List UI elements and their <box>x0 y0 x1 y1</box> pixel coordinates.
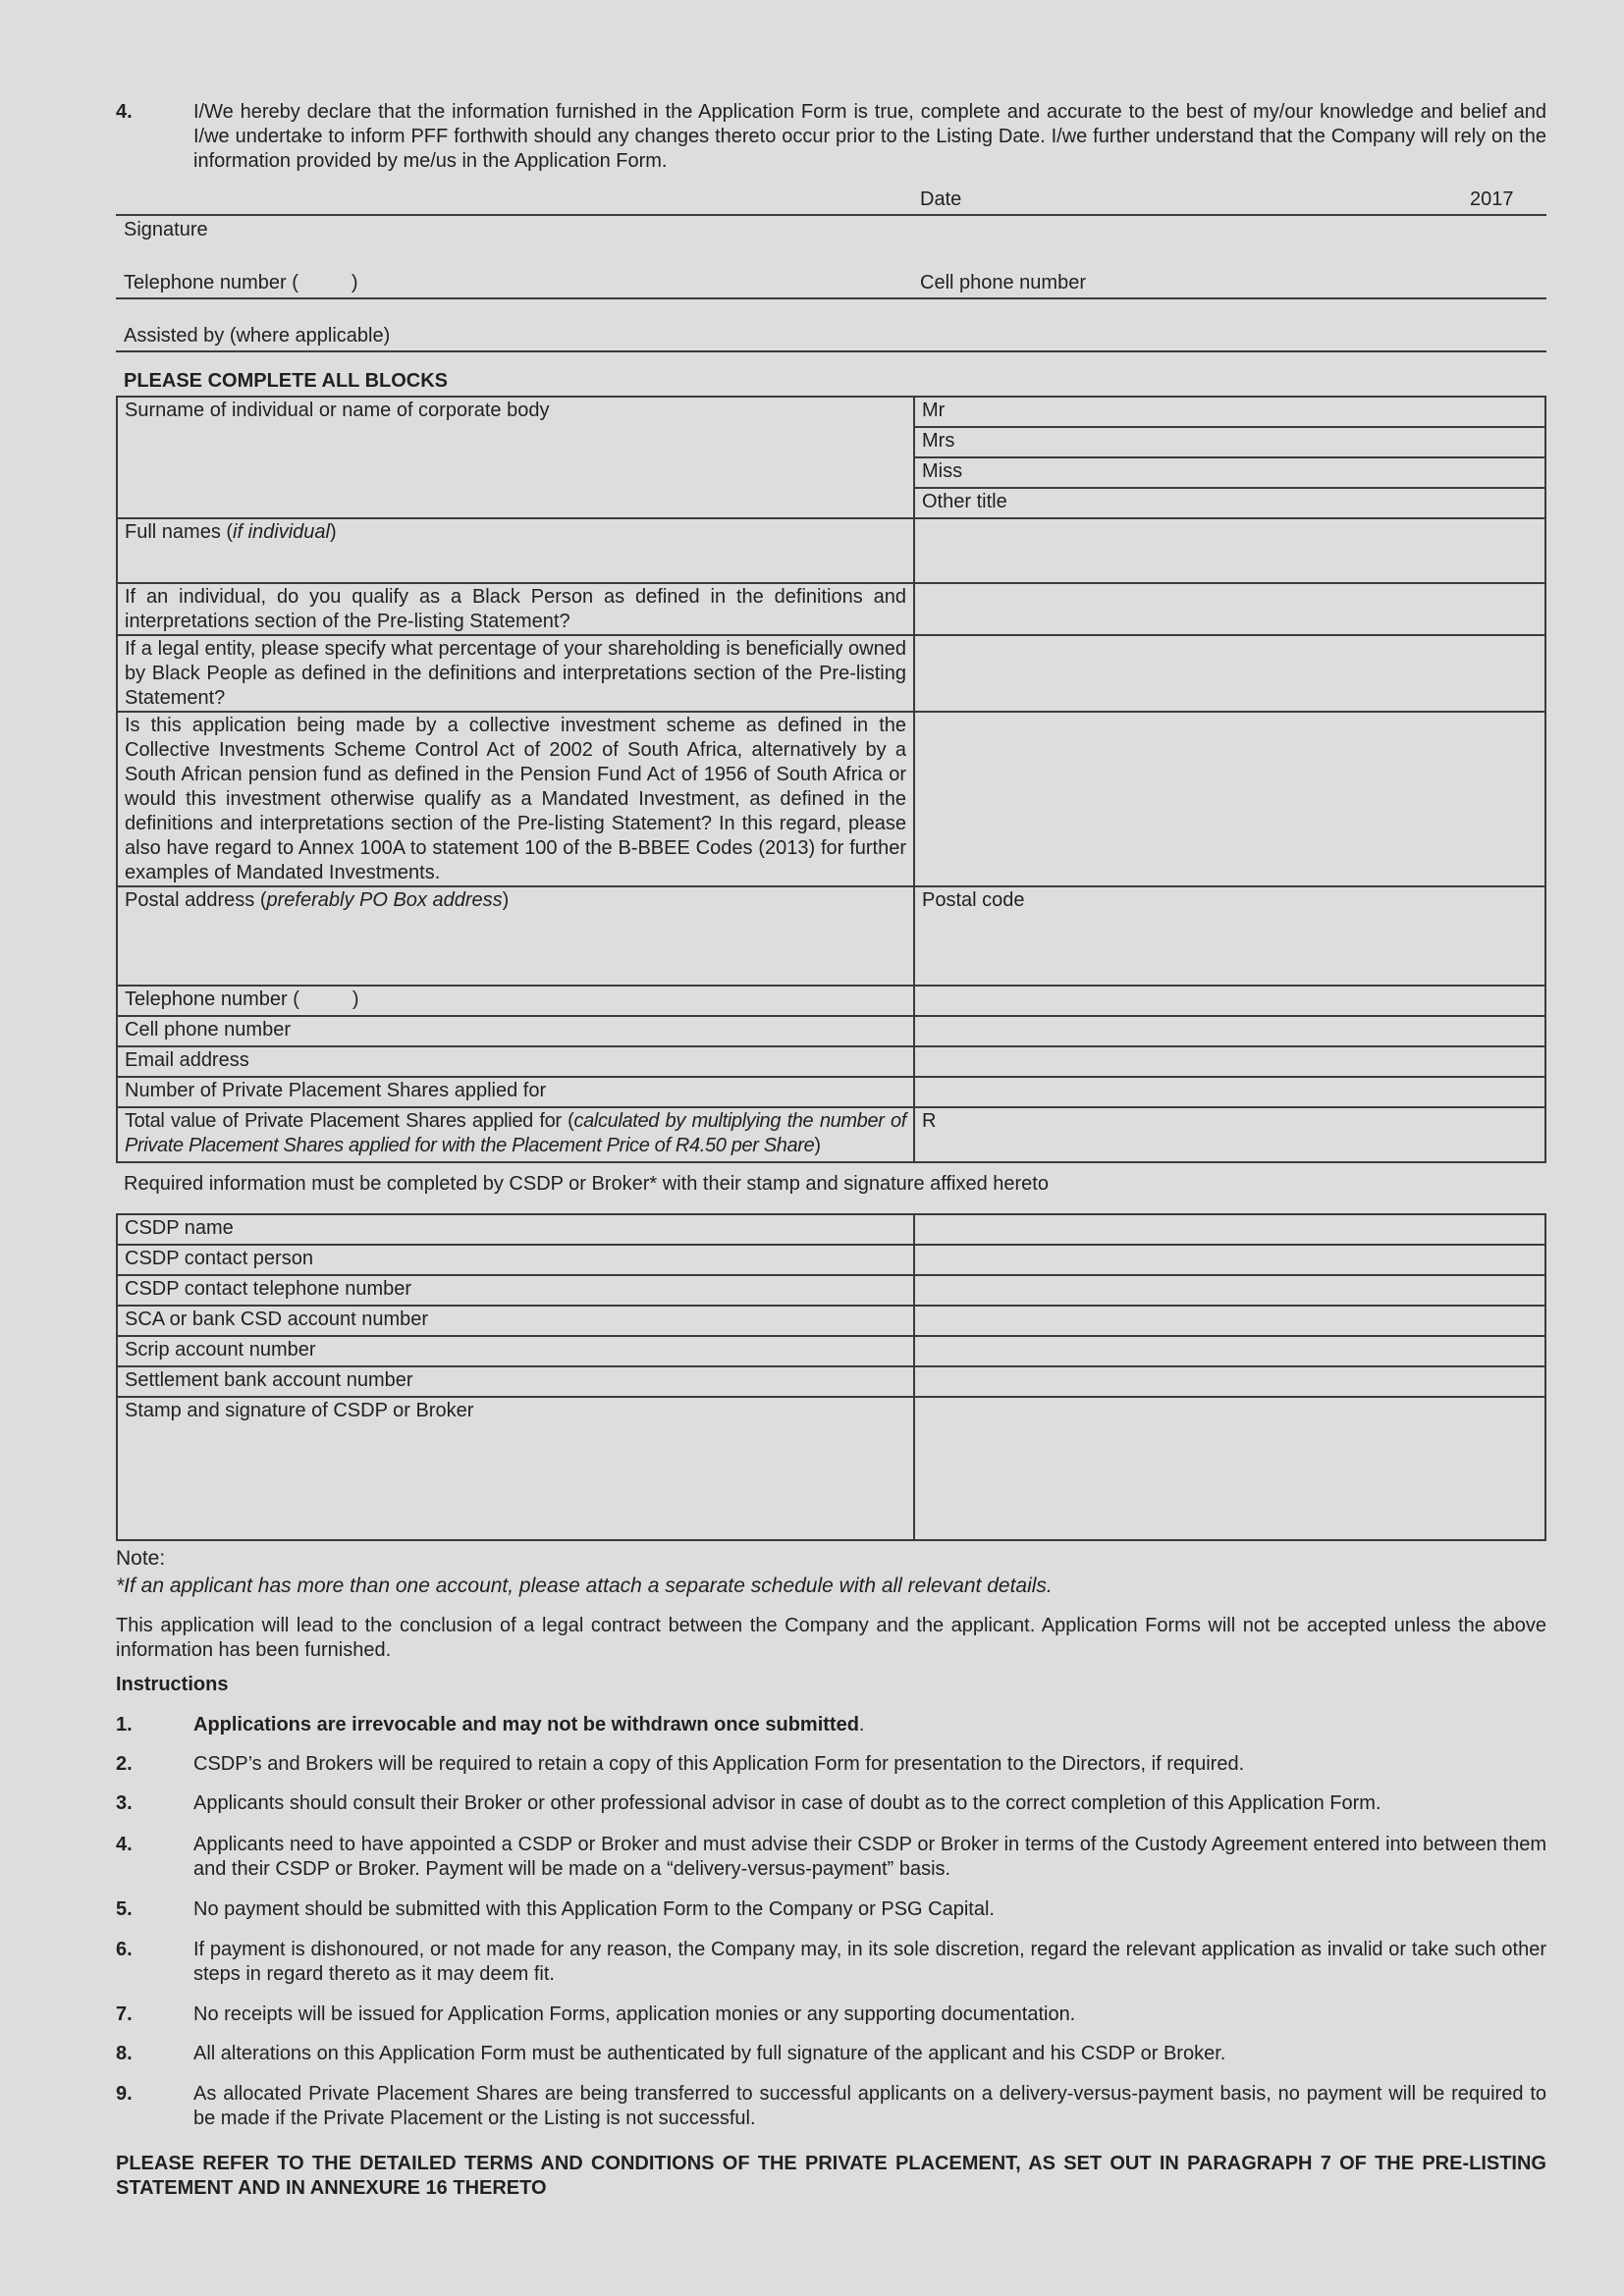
csdp-name-field[interactable] <box>914 1214 1545 1245</box>
postal-address-label: Postal address (preferably PO Box address) <box>117 886 914 986</box>
applicant-cell-field[interactable] <box>914 1016 1545 1046</box>
instruction-item-9: 9. As allocated Private Placement Shares are being transferred to successful applicants on a delivery-versus-payment basis, no payment will be required to be made if the Private Placement or the Listing is not successful. <box>116 2083 1546 2129</box>
assisted-by-line[interactable] <box>116 350 1546 352</box>
instruction-item-3: 3. Applicants should consult their Broker or other professional advisor in case of doubt as to the correct completion of this Application Form. <box>116 1792 1381 1814</box>
title-option-mr[interactable]: Mr <box>914 397 1545 427</box>
scrip-account-field[interactable] <box>914 1336 1545 1366</box>
signature-cell-label: Cell phone number <box>920 272 1086 294</box>
date-year: 2017 <box>1470 188 1514 210</box>
applicant-cell-label: Cell phone number <box>117 1016 914 1046</box>
total-value-field[interactable]: R <box>914 1107 1545 1162</box>
settlement-account-field[interactable] <box>914 1366 1545 1397</box>
complete-all-blocks-heading: PLEASE COMPLETE ALL BLOCKS <box>124 370 449 392</box>
declaration-text: I/We hereby declare that the information furnished in the Application Form is true, complete and accurate to the best of my/our knowledge and belief and I/we undertake to inform PFF forthwith should any changes thereto occur prior to the Listing Date. I/we further understand that the Company will rely on the information provided by me/us in the Application Form. <box>193 101 1546 172</box>
applicant-details-table <box>116 396 1546 1163</box>
instruction-item-2: 2. CSDP’s and Brokers will be required to retain a copy of this Application Form for presentation to the Directors, if required. <box>116 1753 1245 1775</box>
surname-label: Surname of individual or name of corporate body <box>117 397 914 518</box>
note-label: Note: <box>116 1547 166 1570</box>
terms-conditions-notice: PLEASE REFER TO THE DETAILED TERMS AND CONDITIONS OF THE PRIVATE PLACEMENT, AS SET OUT IN PARAGRAPH 7 OF THE PRE-LISTING STATEMENT AND IN ANNEXURE 16 THERETO <box>116 2153 1546 2199</box>
legal-entity-field[interactable] <box>914 635 1545 712</box>
instruction-item-8: 8. All alterations on this Application Form must be authenticated by full signature of the applicant and his CSDP or Broker. <box>116 2043 1226 2064</box>
sca-account-field[interactable] <box>914 1306 1545 1336</box>
black-person-field[interactable] <box>914 583 1545 635</box>
instruction-item-5: 5. No payment should be submitted with this Application Form to the Company or PSG Capital. <box>116 1898 995 1920</box>
csdp-name-label: CSDP name <box>117 1214 914 1245</box>
sca-account-label: SCA or bank CSD account number <box>117 1306 914 1336</box>
csdp-contact-telephone-label: CSDP contact telephone number <box>117 1275 914 1306</box>
csdp-details-table <box>116 1213 1546 1541</box>
instruction-item-4: 4. Applicants need to have appointed a CSDP or Broker and must advise their CSDP or Broker in terms of the Custody Agreement entered into between them and their CSDP or Broker. Payment will be made on a “delivery-versus-payment” basis. <box>116 1834 1546 1880</box>
assisted-by-label: Assisted by (where applicable) <box>124 325 391 347</box>
collective-investment-field[interactable] <box>914 712 1545 886</box>
date-label: Date <box>920 188 962 210</box>
title-option-mrs[interactable]: Mrs <box>914 427 1545 457</box>
title-option-other[interactable]: Other title <box>914 488 1545 518</box>
csdp-contact-telephone-field[interactable] <box>914 1275 1545 1306</box>
declaration-paragraph <box>116 100 1546 174</box>
signature-telephone-label: Telephone number ( ) <box>124 272 358 294</box>
signature-date-line[interactable] <box>116 214 1546 216</box>
num-shares-field[interactable] <box>914 1077 1545 1107</box>
telephone-cell-line[interactable] <box>116 297 1546 299</box>
settlement-account-label: Settlement bank account number <box>117 1366 914 1397</box>
declaration-number: 4. <box>116 101 133 123</box>
instruction-item-6: 6. If payment is dishonoured, or not made for any reason, the Company may, in its sole discretion, regard the relevant application as invalid or take such other steps in regard thereto as it may deem fit. <box>116 1939 1546 1985</box>
num-shares-label: Number of Private Placement Shares applied for <box>117 1077 914 1107</box>
legal-entity-question: If a legal entity, please specify what percentage of your shareholding is beneficially owned by Black People as defined in the definitions and interpretations section of the Pre-listing Statement? <box>117 635 914 712</box>
total-value-label: Total value of Private Placement Shares applied for (calculated by multiplying the number of Private Placement Shares applied for with the Placement Price of R4.50 per Share) <box>117 1107 914 1162</box>
email-label: Email address <box>117 1046 914 1077</box>
signature-label: Signature <box>124 219 208 240</box>
applicant-telephone-field[interactable] <box>914 986 1545 1016</box>
instruction-item-7: 7. No receipts will be issued for Application Forms, application monies or any supporting documentation. <box>116 2003 1076 2025</box>
stamp-signature-field[interactable] <box>914 1397 1545 1540</box>
csdp-contact-person-label: CSDP contact person <box>117 1245 914 1275</box>
instructions-heading: Instructions <box>116 1674 229 1695</box>
applicant-telephone-label: Telephone number ( ) <box>117 986 914 1016</box>
title-option-miss[interactable]: Miss <box>914 457 1545 488</box>
scrip-account-label: Scrip account number <box>117 1336 914 1366</box>
full-names-label: Full names (if individual) <box>117 518 914 583</box>
stamp-signature-label: Stamp and signature of CSDP or Broker <box>117 1397 914 1540</box>
postal-code-field[interactable]: Postal code <box>914 886 1545 986</box>
collective-investment-question: Is this application being made by a collective investment scheme as defined in the Collective Investments Scheme Control Act of 2002 of South Africa, alternatively by a South African pension fund as defined in the Pension Fund Act of 1956 of South Africa or would this investment otherwise qualify as a Mandated Investment, as defined in the definitions and interpretations section of the Pre-listing Statement? In this regard, please also have regard to Annex 100A to statement 100 of the B-BBEE Codes (2013) for further examples of Mandated Investments. <box>117 712 914 886</box>
note-text: *If an applicant has more than one account, please attach a separate schedule with all relevant details. <box>116 1575 1053 1597</box>
instruction-item-1: 1. Applications are irrevocable and may not be withdrawn once submitted. <box>116 1714 865 1735</box>
full-names-field[interactable] <box>914 518 1545 583</box>
black-person-question: If an individual, do you qualify as a Black Person as defined in the definitions and interpretations section of the Pre-listing Statement? <box>117 583 914 635</box>
email-field[interactable] <box>914 1046 1545 1077</box>
csdp-intro-text: Required information must be completed by CSDP or Broker* with their stamp and signature affixed hereto <box>124 1173 1049 1195</box>
csdp-contact-person-field[interactable] <box>914 1245 1545 1275</box>
legal-contract-text: This application will lead to the conclusion of a legal contract between the Company and the applicant. Application Forms will not be accepted unless the above information has been furnished. <box>116 1615 1546 1661</box>
